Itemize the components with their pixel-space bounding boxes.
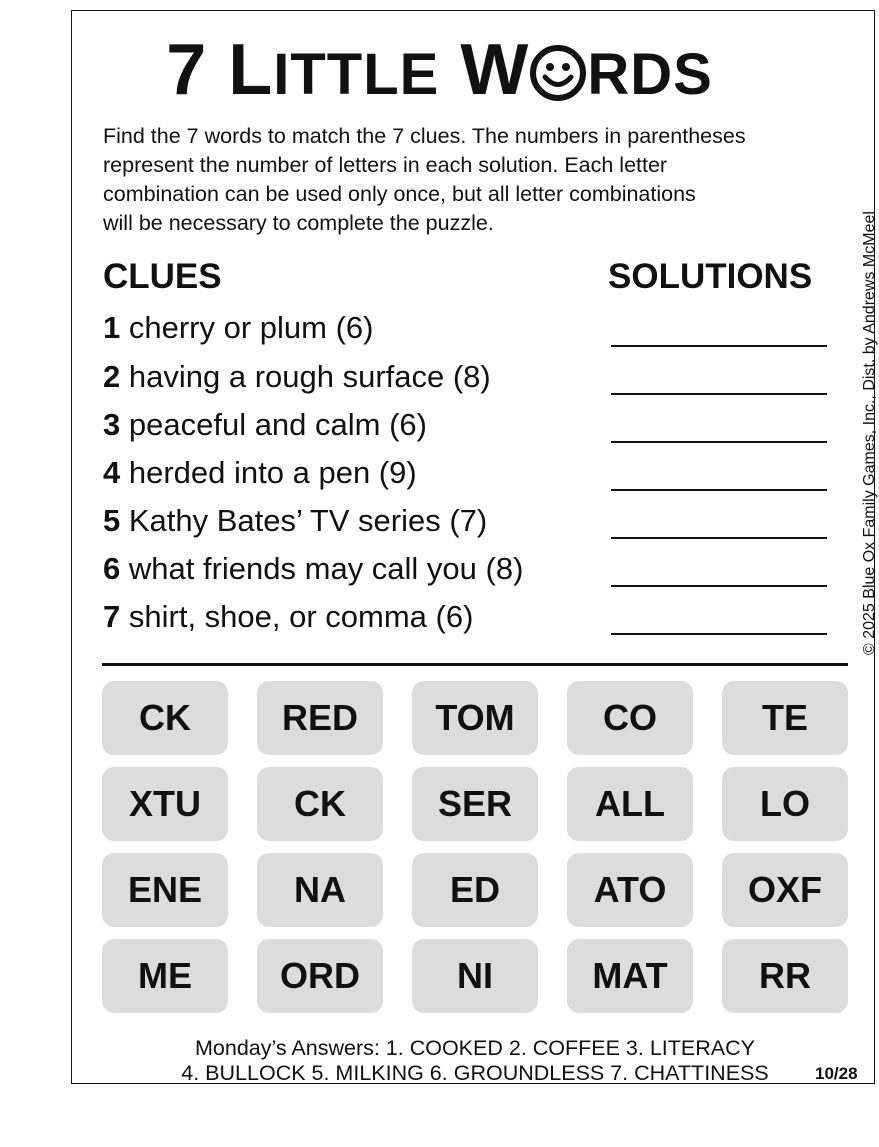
- title-words-rest: RDS: [587, 42, 713, 107]
- letter-tile[interactable]: ORD: [257, 939, 383, 1013]
- letter-tile[interactable]: RR: [722, 939, 848, 1013]
- letter-tile[interactable]: CO: [567, 681, 693, 755]
- instructions-line: will be necessary to complete the puzzle.: [103, 211, 494, 235]
- clue-1: 1 cherry or plum (6): [103, 310, 374, 345]
- solutions-heading: SOLUTIONS: [608, 257, 813, 296]
- letter-tile[interactable]: XTU: [102, 767, 228, 841]
- answers-line: Monday’s Answers: 1. COOKED 2. COFFEE 3. LITERACY: [195, 1036, 755, 1060]
- letter-tile[interactable]: ME: [102, 939, 228, 1013]
- letter-tile[interactable]: OXF: [722, 853, 848, 927]
- clue-2: 2 having a rough surface (8): [103, 359, 491, 394]
- solution-blank-2[interactable]: [611, 393, 827, 395]
- instructions-line: Find the 7 words to match the 7 clues. The numbers in parentheses: [103, 124, 746, 148]
- title-little-initial: L: [228, 30, 274, 110]
- solution-blank-7[interactable]: [611, 633, 827, 635]
- clue-7: 7 shirt, shoe, or comma (6): [103, 599, 474, 634]
- letter-tile[interactable]: SER: [412, 767, 538, 841]
- title-number: 7: [166, 30, 208, 110]
- letter-tile[interactable]: NA: [257, 853, 383, 927]
- clues-heading: CLUES: [103, 257, 222, 296]
- letter-tile[interactable]: CK: [257, 767, 383, 841]
- answers-line: 4. BULLOCK 5. MILKING 6. GROUNDLESS 7. CHATTINESS: [181, 1061, 769, 1085]
- letter-tile[interactable]: RED: [257, 681, 383, 755]
- smiley-icon: [529, 38, 587, 118]
- clue-4: 4 herded into a pen (9): [103, 455, 417, 490]
- title-words-initial: W: [460, 30, 530, 110]
- solution-blank-5[interactable]: [611, 537, 827, 539]
- instructions-line: combination can be used only once, but all letter combinations: [103, 182, 696, 206]
- divider: [102, 663, 848, 666]
- letter-tile[interactable]: ATO: [567, 853, 693, 927]
- solution-blank-4[interactable]: [611, 489, 827, 491]
- title-little-rest: ITTLE: [273, 42, 440, 107]
- letter-tile[interactable]: LO: [722, 767, 848, 841]
- letter-tile[interactable]: CK: [102, 681, 228, 755]
- instructions: [103, 122, 848, 238]
- copyright-credit: © 2025 Blue Ox Family Games, Inc., Dist. by Andrews McMeel: [861, 211, 878, 655]
- puzzle-title: [0, 30, 879, 118]
- puzzle-date: 10/28: [815, 1064, 858, 1083]
- clue-3: 3 peaceful and calm (6): [103, 407, 427, 442]
- solution-blank-6[interactable]: [611, 585, 827, 587]
- letter-tile[interactable]: ENE: [102, 853, 228, 927]
- solution-blank-3[interactable]: [611, 441, 827, 443]
- clue-5: 5 Kathy Bates’ TV series (7): [103, 503, 488, 538]
- solution-blank-1[interactable]: [611, 345, 827, 347]
- letter-tile[interactable]: ED: [412, 853, 538, 927]
- clue-6: 6 what friends may call you (8): [103, 551, 524, 586]
- letter-tile[interactable]: NI: [412, 939, 538, 1013]
- letter-tile[interactable]: MAT: [567, 939, 693, 1013]
- previous-answers: [140, 1036, 810, 1086]
- letter-tile[interactable]: TOM: [412, 681, 538, 755]
- letter-tile[interactable]: TE: [722, 681, 848, 755]
- letter-tile[interactable]: ALL: [567, 767, 693, 841]
- instructions-line: represent the number of letters in each solution. Each letter: [103, 153, 668, 177]
